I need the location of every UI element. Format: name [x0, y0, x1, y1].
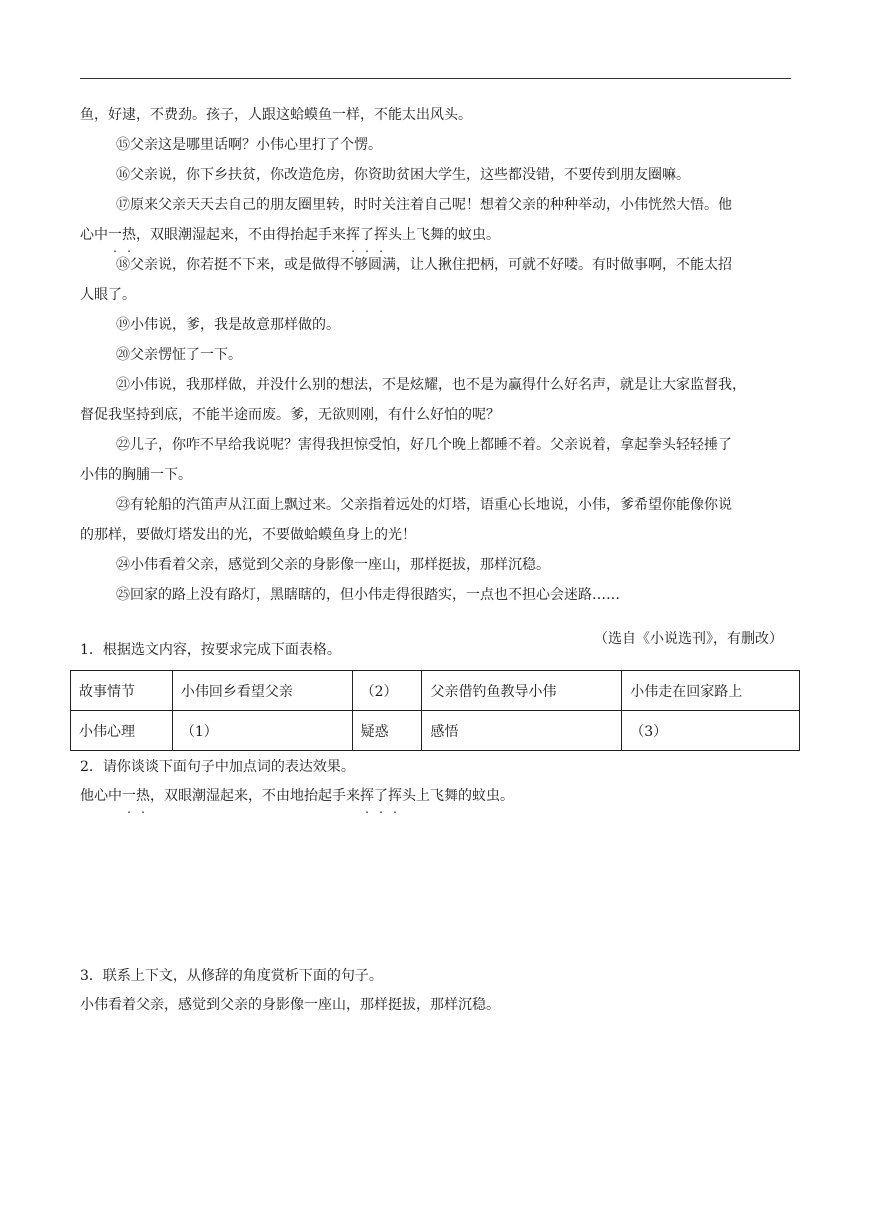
sentence-text: 头上飞舞的蚊虫。	[402, 788, 514, 804]
passage-line: 人眼了。	[80, 287, 136, 303]
passage-line: 鱼，好逮，不费劲。孩子，人跟这蛤蟆鱼一样，不能太出风头。	[80, 107, 472, 123]
emphasis-char: 一	[108, 227, 122, 243]
passage-source: （选自《小说选刊》，有删改）	[594, 631, 783, 647]
emphasis-char: 挥	[360, 788, 374, 804]
question-3-prompt: 3．联系上下文，从修辞的角度赏析下面的句子。	[80, 968, 383, 984]
passage-line: ⑲小伟说，爹，我是故意那样做的。	[116, 317, 340, 333]
table-cell: 父亲借钓鱼教导小伟	[422, 671, 622, 711]
passage-line: 督促我坚持到底，不能半途而废。爹，无欲则刚，有什么好怕的呢？	[80, 407, 500, 423]
passage-line: ⑰原来父亲天天去自己的朋友圈里转，时时关注着自己呢！想着父亲的种种举动，小伟恍然大悟。他	[116, 197, 732, 213]
line-text: ，双眼潮湿起来，不由得抬起手来	[136, 227, 346, 243]
answer-cell[interactable]: （2）	[352, 671, 422, 711]
question-3-sentence: 小伟看着父亲，感觉到父亲的身影像一座山，那样挺拔，那样沉稳。	[80, 997, 500, 1013]
emphasis-char: 挥	[388, 788, 402, 804]
table-cell: 感悟	[422, 711, 622, 751]
answer-cell[interactable]: （3）	[622, 711, 800, 751]
dotted-word	[360, 788, 402, 804]
table-cell: 小伟走在回家路上	[622, 671, 800, 711]
emphasis-char: 一	[122, 788, 136, 804]
emphasis-char: 热	[136, 788, 150, 804]
question-1-table	[70, 670, 800, 751]
passage-line: ⑳父亲愣怔了一下。	[116, 347, 242, 363]
table-cell: 小伟心理	[71, 711, 173, 751]
dotted-word	[108, 227, 136, 243]
question-2-prompt: 2．请你谈谈下面句子中加点词的表达效果。	[80, 759, 355, 775]
passage	[80, 100, 791, 668]
table-cell: 小伟回乡看望父亲	[172, 671, 352, 711]
sentence-text: 他心中	[80, 788, 122, 804]
question-1-prompt: 1．根据选文内容，按要求完成下面表格。	[80, 642, 341, 658]
sentence-text: ，双眼潮湿起来，不由地抬起手来	[150, 788, 360, 804]
table-cell: 故事情节	[71, 671, 173, 711]
passage-line: ⑯父亲说，你下乡扶贫，你改造危房，你资助贫困大学生，这些都没错，不要传到朋友圈嘛。	[116, 167, 690, 183]
passage-line: ㉕回家的路上没有路灯，黑瞎瞎的，但小伟走得很踏实，一点也不担心会迷路……	[116, 587, 620, 603]
passage-line: ㉔小伟看着父亲，感觉到父亲的身影像一座山，那样挺拔，那样沉稳。	[116, 557, 550, 573]
table-row	[71, 711, 800, 751]
passage-line: ⑱父亲说，你若挺不下来，或是做得不够圆满，让人揪住把柄，可就不好喽。有时做事啊，不能太招	[116, 257, 732, 273]
line-text: 头上飞舞的蚊虫。	[388, 227, 500, 243]
answer-cell[interactable]: （1）	[172, 711, 352, 751]
passage-line: 小伟的胸脯一下。	[80, 467, 192, 483]
passage-line: 的那样，要做灯塔发出的光，不要做蛤蟆鱼身上的光！	[80, 527, 416, 543]
passage-line: ㉒儿子，你咋不早给我说呢？害得我担惊受怕，好几个晚上都睡不着。父亲说着，拿起拳头轻轻捶了	[116, 437, 732, 453]
dotted-word	[346, 227, 388, 243]
table-cell: 疑惑	[352, 711, 422, 751]
passage-line: ㉑小伟说，我那样做，并没什么别的想法，不是炫耀，也不是为赢得什么好名声，就是让大家监督我，	[116, 377, 746, 393]
emphasis-char: 挥	[346, 227, 360, 243]
passage-line-dotted	[80, 220, 791, 250]
passage-line: ⑮父亲这是哪里话啊？小伟心里打了个愣。	[116, 137, 382, 153]
table-row	[71, 671, 800, 711]
passage-line: ㉓有轮船的汽笛声从江面上飘过来。父亲指着远处的灯塔，语重心长地说，小伟，爹希望你能像你说	[116, 497, 732, 513]
line-text: 心中	[80, 227, 108, 243]
dotted-word	[122, 788, 150, 804]
question-2-sentence	[80, 786, 514, 806]
emphasis-char: 了	[374, 788, 388, 804]
emphasis-char: 挥	[374, 227, 388, 243]
emphasis-char: 了	[360, 227, 374, 243]
header-rule	[80, 78, 791, 79]
emphasis-char: 热	[122, 227, 136, 243]
